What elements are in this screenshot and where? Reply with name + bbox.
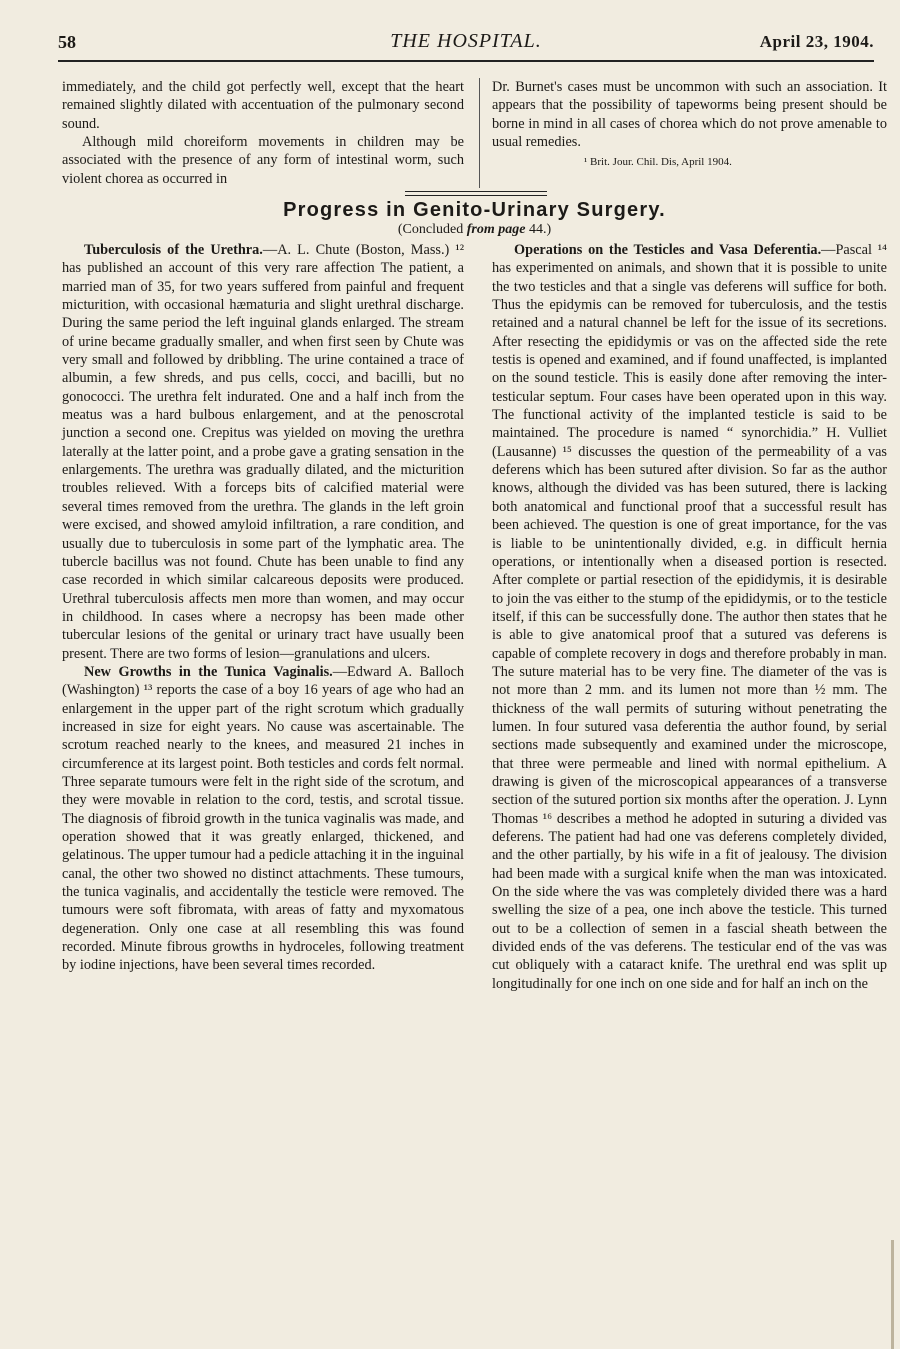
paragraph: immediately, and the child got perfectly well, except that the heart remained slightly dilated with accentuation of the pulmonary second sound. [62,79,464,132]
paragraph-text: —A. L. Chute (Boston, Mass.) ¹² has published an account of this very rare affection The patient, a married man of 35, for two years suffered from painful and frequent micturition, with occasional hæmaturia and slight urethral discharge. During the same period the left inguinal glands enlarged. The stream of urine became gradually smaller, and when first seen by Chute was very small and followed by dribbling. The urine contained a trace of albumin, a few shreds, and pus cells, cocci, and bacilli, but no gonococci. The urethra felt indurated. One and a half inch from the meatus was a hard bulbous enlargement, and at the penoscrotal junction a second one. Crepitus was yielded on moving the urethra laterally at the latter point, and a probe gave a grating sensation in the enlargements. The urethra was gradually dilated, and the micturition troubles relieved. With a forceps bits of calcified material were several times removed from the urethra. The glands in the left groin were excised, and showed amyloid infiltration, a rare condition, and usually due to tuberculosis in some part of the lymphatic area. The tubercle bacillus was not found. Chute has been unable to find any case recorded in which similar calcareous deposits were produced. Urethral tuberculosis affects men more than women, and may occur in childhood. In cases where a necropsy has been made other tubercular lesions of the genital or urinary tract have usually been present. There are two forms of lesion—granulations and ulcers. [62,242,464,662]
top-left-column [62,78,464,188]
section-heading: Tuberculosis of the Urethra. [84,242,263,258]
top-right-column [492,78,887,172]
section-heading: Operations on the Testicles and Vasa Deferentia. [514,242,822,258]
article-title: Progress in Genito-Urinary Surgery. [283,199,666,221]
column-divider [479,78,480,188]
continued-note [62,222,887,238]
paragraph: Dr. Burnet's cases must be uncommon with such an association. It appears that the possibility of tapeworms being present should be borne in mind in all cases of chorea which do not prove amenable to usual remedies. [492,79,887,151]
section-separator [405,191,547,196]
paragraph-text: —Edward A. Balloch (Washington) ¹³ reports the case of a boy 16 years of age who had an enlargement in the upper part of the right scrotum which gradually increased in size for eight years. No cause was ascertainable. The scrotum reached nearly to the knees, and measured 21 inches in circumference at its largest point. Both testicles and cords felt normal. Three separate tumours were felt in the right side of the scrotum, and they were movable in relation to the cord, testis, and scrotal tissue. The diagnosis of fibroid growth in the tunica vaginalis was made, and operation showed that it was greatly enlarged, thickened, and gelatinous. The upper tumour had a pedicle attaching it in the inguinal canal, the other two showed no distinct attachments. These tumours, the tunica vaginalis, and accidentally the testicle were removed. The tumours were soft fibromata, with areas of fatty and myxomatous degeneration. Only one case at all resembling this was found recorded. Minute fibrous growths in hydroceles, following treatment by iodine injections, have been several times recorded. [62,663,464,974]
page-number: 58 [58,32,76,52]
section-heading: New Growths in the Tunica Vaginalis. [84,663,333,680]
footnote: ¹ Brit. Jour. Chil. Dis, April 1904. [584,156,732,169]
journal-title: THE HOSPITAL. [390,30,542,52]
issue-date: April 23, 1904. [759,32,874,51]
paragraph-vasa-deferentia [492,241,887,993]
left-body-column [62,241,464,975]
paragraph-urethra-tuberculosis [62,241,464,663]
running-header [58,28,874,56]
paragraph-text: —Pascal ¹⁴ has experimented on animals, and shown that it is possible to unite the two testicles and that a single vas deferens will suffice for both. Thus the epidymis can be removed for tuberculosis, and the testis retained and a natural channel be left for the issue of its secretions. After resecting the epididymis or vas on the affected side the rete testis is opened and examined, and if found unaffected, is implanted on the sound testicle. This is easily done after removing the inter-testicular septum. Four cases have been operated upon in this way. The functional activity of the implanted testicle is said to be maintained. The procedure is named “ synorchidia.” H. Vulliet (Lausanne) ¹⁵ discusses the question of the permeability of a vas deferens which has been sutured after division. So far as the author knows, although the divided vas has been sutured, there is lacking both anatomical and functional proof that a successful result has been achieved. The question is one of great importance, for the vas is liable to be unintentionally divided, e.g. in difficult hernia operations, or intentionally when a diseased portion is resected. After complete or partial resection of the epididymis, it is desirable to join the vas either to the stump of the epididymis, or to the testicle itself, if this can be successfully done. The author then states that he is able to give anatomical proof that a sutured vas deferens is capable of complete recovery in dogs and therefore probably in man. The suture material has to be very fine. The diameter of the vas is not more than 2 mm. and its lumen not more than ½ mm. The thickness of the wall permits of suturing without penetrating the lumen. In four sutured vasa deferentia the author found, by serial sections made subsequently and examined under the microscope, that three were permeable and lined with normal epithelium. A drawing is given of the microscopical appearances of a transverse section of the sutured portion six months after the operation. J. Lynn Thomas ¹⁶ describes a method he adopted in suturing a divided vas deferens. The patient had had one vas deferens completely divided, and the other partially, by his wife in a fit of jealousy. The division had been made with a surgical knife when the man was intoxicated. On the side where the vas was completely divided there was a hard swelling the size of a pea, one inch above the testicle. This turned out to be a collection of semen in a fascial sheath between the divided ends of the vas deferens. The testicular end of the vas was cut obliquely with a cataract knife. The urethral end was split up longitudinally for one inch on one side and for half an inch on the [492,242,887,992]
right-body-column [492,241,887,993]
continued-note-prefix: (Concluded [397,222,467,237]
paragraph: Although mild choreiform movements in children may be associated with the presence of any form of intestinal worm, such violent chorea as occurred in [62,134,464,187]
continued-note-suffix: 44.) [525,222,552,237]
page-edge-mark [891,1240,894,1349]
paragraph-tunica-vaginalis [62,663,464,975]
header-rule [58,60,874,62]
continued-note-italic: from page [466,222,526,237]
